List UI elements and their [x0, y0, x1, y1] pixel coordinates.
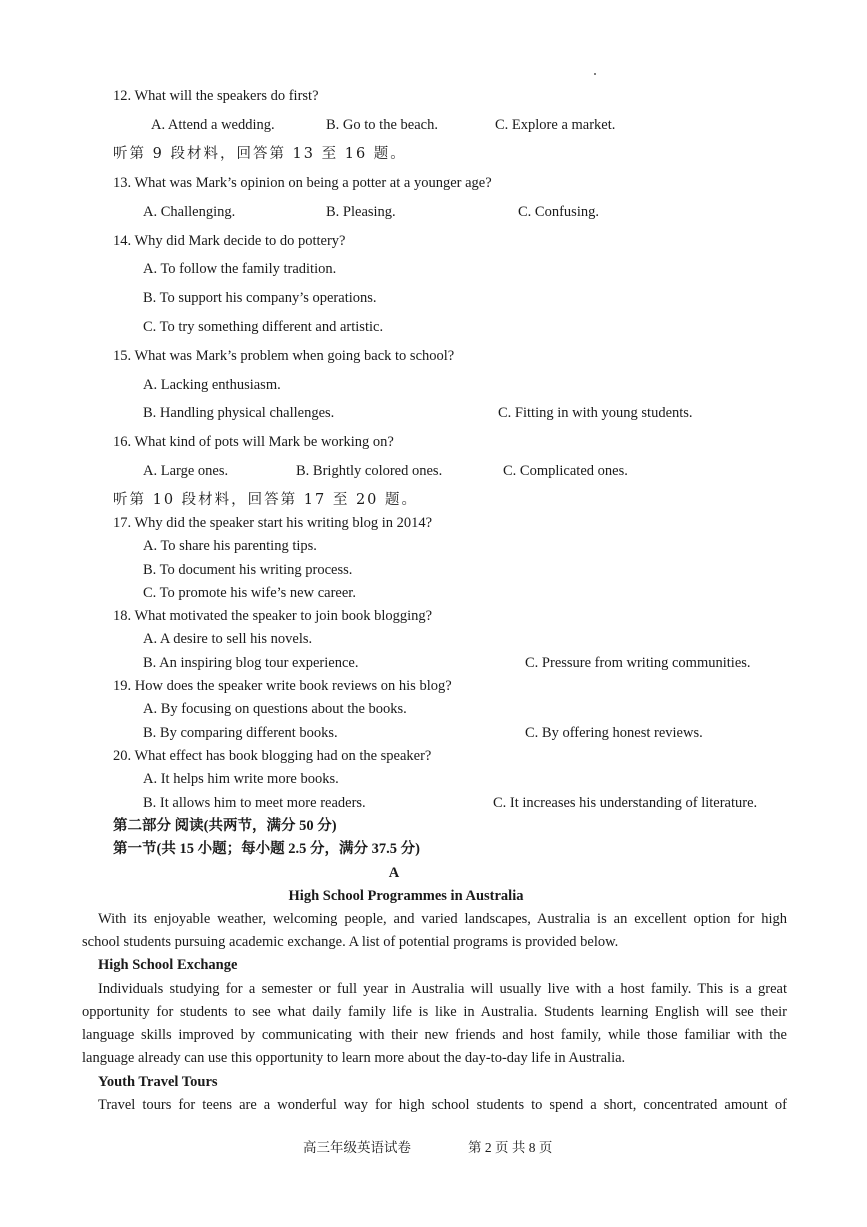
option-13a: A. Challenging.: [143, 204, 236, 220]
option-17b: B. To document his writing process.: [143, 562, 353, 578]
question-13: 13. What was Mark’s opinion on being a potter at a younger age?: [113, 175, 492, 191]
option-17a: A. To share his parenting tips.: [143, 538, 317, 554]
p1-line-3: language skills improved by communicating with their new friends and host family, while those familiar with the: [82, 1027, 787, 1043]
option-15a: A. Lacking enthusiasm.: [143, 377, 281, 393]
option-19c: C. By offering honest reviews.: [525, 725, 703, 741]
option-15c: C. Fitting in with young students.: [498, 405, 693, 421]
option-12b: B. Go to the beach.: [326, 117, 438, 133]
footer-subject: 高三年级英语试卷: [303, 1140, 411, 1155]
section-10-instruction: 听第 10 段材料，回答第 17 至 20 题。: [113, 492, 419, 508]
option-16c: C. Complicated ones.: [503, 463, 628, 479]
p1-line-4: language already can use this opportunity to learn more about the day-to-day life in Australia.: [82, 1050, 626, 1066]
passage-title: High School Programmes in Australia: [288, 888, 524, 904]
passage-letter: A: [388, 865, 400, 881]
heading-high-school-exchange: High School Exchange: [98, 957, 238, 973]
part-2-heading: 第二部分 阅读(共两节，满分 50 分): [113, 818, 337, 834]
option-18a: A. A desire to sell his novels.: [143, 631, 313, 647]
question-17: 17. Why did the speaker start his writing blog in 2014?: [113, 515, 433, 531]
option-16b: B. Brightly colored ones.: [296, 463, 443, 479]
question-19: 19. How does the speaker write book reviews on his blog?: [113, 678, 452, 694]
option-13b: B. Pleasing.: [326, 204, 396, 220]
option-19a: A. By focusing on questions about the books.: [143, 701, 407, 717]
option-18b: B. An inspiring blog tour experience.: [143, 655, 359, 671]
option-20b: B. It allows him to meet more readers.: [143, 795, 366, 811]
question-14: 14. Why did Mark decide to do pottery?: [113, 233, 346, 249]
intro-line-1: With its enjoyable weather, welcoming people, and varied landscapes, Australia is an excellent option for high: [98, 911, 787, 927]
question-15: 15. What was Mark’s problem when going back to school?: [113, 348, 455, 364]
heading-youth-travel-tours: Youth Travel Tours: [98, 1074, 218, 1090]
option-12a: A. Attend a wedding.: [151, 117, 275, 133]
option-13c: C. Confusing.: [518, 204, 599, 220]
option-16a: A. Large ones.: [143, 463, 229, 479]
option-18c: C. Pressure from writing communities.: [525, 655, 751, 671]
option-14a: A. To follow the family tradition.: [143, 261, 337, 277]
p1-line-2: opportunity for students to see what daily family life is like in Australia. Students learning English will see their: [82, 1004, 787, 1020]
question-16: 16. What kind of pots will Mark be working on?: [113, 434, 394, 450]
option-20c: C. It increases his understanding of literature.: [493, 795, 758, 811]
option-14c: C. To try something different and artistic.: [143, 319, 384, 335]
option-15b: B. Handling physical challenges.: [143, 405, 335, 421]
section-1-heading: 第一节(共 15 小题；每小题 2.5 分，满分 37.5 分): [113, 841, 420, 857]
intro-line-2: school students pursuing academic exchange. A list of potential programs is provided below.: [82, 934, 619, 950]
p1-line-1: Individuals studying for a semester or full year in Australia will usually live with a host family. This is a great: [98, 981, 787, 997]
option-12c: C. Explore a market.: [495, 117, 616, 133]
option-19b: B. By comparing different books.: [143, 725, 338, 741]
p2-line-1: Travel tours for teens are a wonderful way for high school students to spend a short, concentrated amount of: [98, 1097, 787, 1113]
footer-page-number: 第 2 页 共 8 页: [468, 1140, 553, 1155]
question-20: 20. What effect has book blogging had on the speaker?: [113, 748, 432, 764]
scan-speck: [594, 73, 596, 75]
question-18: 18. What motivated the speaker to join book blogging?: [113, 608, 433, 624]
option-17c: C. To promote his wife’s new career.: [143, 585, 356, 601]
section-9-instruction: 听第 9 段材料，回答第 13 至 16 题。: [113, 146, 407, 162]
option-20a: A. It helps him write more books.: [143, 771, 339, 787]
option-14b: B. To support his company’s operations.: [143, 290, 377, 306]
question-12: 12. What will the speakers do first?: [113, 88, 319, 104]
